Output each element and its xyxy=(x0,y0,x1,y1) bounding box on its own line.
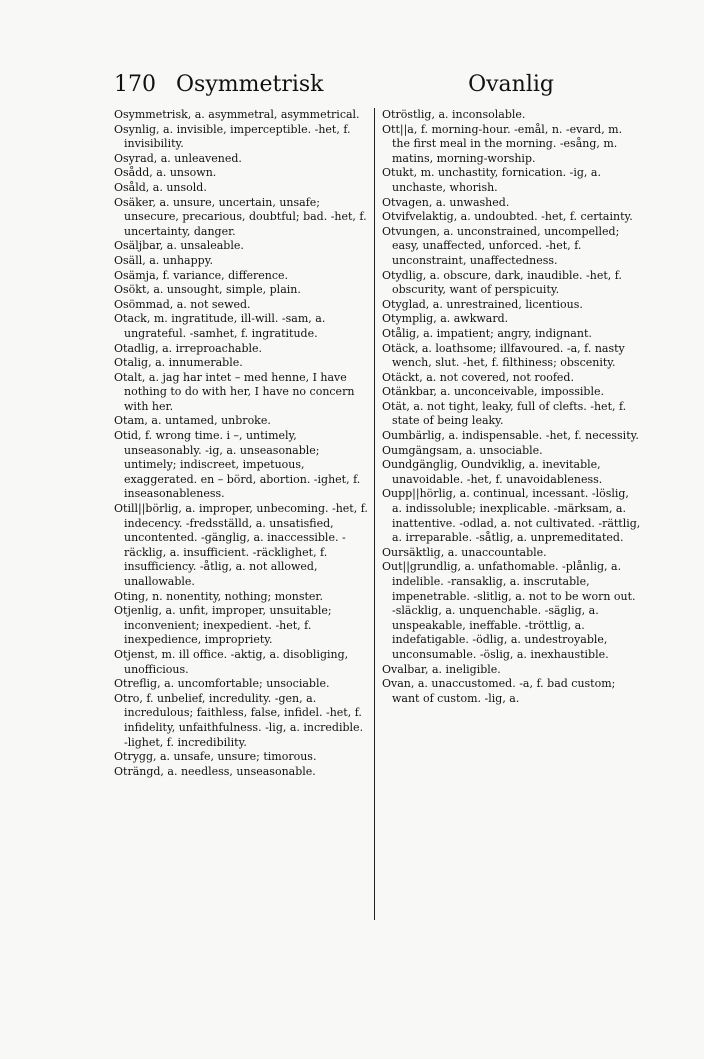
dictionary-entry: Osämja, f. variance, difference. xyxy=(114,268,289,282)
dictionary-entry: Osådd, a. unsown. xyxy=(114,166,217,180)
dictionary-entry: Otukt, m. unchastity, fornication. -ig, a. unchaste, whorish. xyxy=(382,166,601,194)
column-divider xyxy=(374,108,375,920)
dictionary-entry: Otät, a. not tight, leaky, full of clefts. -het, f. state of being leaky. xyxy=(382,399,627,428)
dictionary-entry: Otyglad, a. unrestrained, licentious. xyxy=(382,297,583,311)
dictionary-entry: Otack, m. ingratitude, ill-will. -sam, a. ungrateful. -samhet, f. ingratitude. xyxy=(114,312,326,340)
dictionary-entry: Otvifvelaktig, a. undoubted. -het, f. certainty. xyxy=(382,210,633,224)
page-number: 170 xyxy=(114,72,156,97)
dictionary-entry: Otam, a. untamed, unbroke. xyxy=(114,414,271,428)
dictionary-entry: Osäll, a. unhappy. xyxy=(114,253,213,267)
dictionary-entry: Out||grundlig, a. unfathomable. -plånlig, a. indelible. -ransaklig, a. inscrutable, impenetrable. -slitlig, a. not to be worn out. -släcklig, a. unquenchable. -säglig, a. unspeakable, ineffable. -tröttlig, a. indefatigable. -ödlig, a. undestroyable, unconsumable. -öslig, a. inexhaustible. xyxy=(382,560,636,661)
dictionary-entry: Otjenst, m. ill office. -aktig, a. disobliging, unofficious. xyxy=(114,647,349,676)
dictionary-entry: Osäljbar, a. unsaleable. xyxy=(114,239,244,253)
dictionary-entry: Ott||a, f. morning-hour. -emål, n. -evard, m. the first meal in the morning. -esång, m. matins, morning-worship. xyxy=(382,122,623,165)
dictionary-entry: Otänkbar, a. unconceivable, impossible. xyxy=(382,385,604,399)
dictionary-entry: Oumbärlig, a. indispensable. -het, f. necessity. xyxy=(382,429,639,443)
dictionary-entry: Otjenlig, a. unfit, improper, unsuitable; inconvenient; inexpedient. -het, f. inexpedience, impropriety. xyxy=(114,604,332,647)
page-header xyxy=(114,72,554,102)
dictionary-entry: Ovalbar, a. ineligible. xyxy=(382,662,501,676)
dictionary-entry: Otill||börlig, a. improper, unbecoming. -het, f. indecency. -fredsställd, a. unsatisfied, uncontented. -gänglig, a. inaccessible. -räcklig, a. insufficient. -räcklighet, f. insufficiency. -åtlig, a. not allowed, unallowable. xyxy=(114,502,368,588)
left-column xyxy=(114,108,369,779)
dictionary-entry: Oting, n. nonentity, nothing; monster. xyxy=(114,589,323,603)
dictionary-entry: Oumgängsam, a. unsociable. xyxy=(382,443,543,457)
left-running-head: Osymmetrisk xyxy=(176,72,324,97)
dictionary-entry: Osynlig, a. invisible, imperceptible. -het, f. invisibility. xyxy=(114,122,351,151)
dictionary-entry: Otymplig, a. awkward. xyxy=(382,312,509,326)
dictionary-entry: Oursäktlig, a. unaccountable. xyxy=(382,545,547,559)
dictionary-entry: Osåld, a. unsold. xyxy=(114,180,207,194)
dictionary-entry: Otrygg, a. unsafe, unsure; timorous. xyxy=(114,750,317,764)
dictionary-entry: Otäck, a. loathsome; illfavoured. -a, f. nasty wench, slut. -het, f. filthiness; obscenity. xyxy=(382,341,625,370)
dictionary-entry: Otvungen, a. unconstrained, uncompelled; easy, unaffected, unforced. -het, f. unconstraint, unaffectedness. xyxy=(382,224,620,267)
dictionary-entry: Otvagen, a. unwashed. xyxy=(382,195,510,209)
right-column xyxy=(382,108,642,706)
dictionary-entry: Otreflig, a. uncomfortable; unsociable. xyxy=(114,677,330,691)
dictionary-entry: Oundgänglig, Oundviklig, a. inevitable, unavoidable. -het, f. unavoidableness. xyxy=(382,458,603,486)
dictionary-entry: Otro, f. unbelief, incredulity. -gen, a. incredulous; faithless, false, infidel. -het, f. infidelity, unfaithfulness. -lig, a. incredible. -lighet, f. incredibility. xyxy=(114,691,364,749)
dictionary-entry: Osömmad, a. not sewed. xyxy=(114,297,251,311)
dictionary-entry: Otid, f. wrong time. i –, untimely, unseasonably. -ig, a. unseasonable; untimely; indiscreet, impetuous, exaggerated. en – börd, abortion. -ighet, f. inseasonableness. xyxy=(114,429,361,501)
dictionary-entry: Ovan, a. unaccustomed. -a, f. bad custom; want of custom. -lig, a. xyxy=(382,677,616,705)
dictionary-entry: Otalig, a. innumerable. xyxy=(114,356,243,370)
dictionary-entry: Osymmetrisk, a. asymmetral, asymmetrical. xyxy=(114,108,360,121)
dictionary-entry: Osökt, a. unsought, simple, plain. xyxy=(114,283,301,297)
dictionary-entry: Oupp||hörlig, a. continual, incessant. -löslig, a. indissoluble; inexplicable. -märksam, a. inattentive. -odlad, a. not cultivated. -rättlig, a. irreparable. -såtlig, a. unpremeditated. xyxy=(382,487,641,545)
dictionary-entry: Osyrad, a. unleavened. xyxy=(114,151,242,165)
dictionary-entry: Otäckt, a. not covered, not roofed. xyxy=(382,370,574,384)
dictionary-entry: Otalt, a. jag har intet – med henne, I have nothing to do with her, I have no concern with her. xyxy=(114,370,355,413)
dictionary-entry: Otadlig, a. irreproachable. xyxy=(114,341,263,355)
dictionary-entry: Otydlig, a. obscure, dark, inaudible. -het, f. obscurity, want of perspicuity. xyxy=(382,268,622,297)
dictionary-entry: Oträngd, a. needless, unseasonable. xyxy=(114,764,316,778)
dictionary-entry: Otröstlig, a. inconsolable. xyxy=(382,108,526,121)
dictionary-entry: Osäker, a. unsure, uncertain, unsafe; unsecure, precarious, doubtful; bad. -het, f. uncertainty, danger. xyxy=(114,195,367,238)
dictionary-entry: Otålig, a. impatient; angry, indignant. xyxy=(382,326,592,340)
right-running-head: Ovanlig xyxy=(468,72,554,97)
